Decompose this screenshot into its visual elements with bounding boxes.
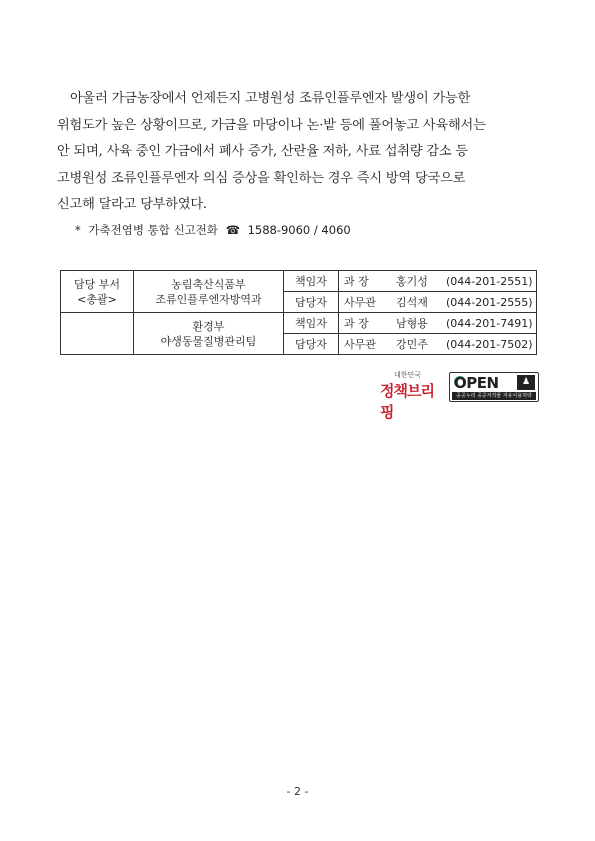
- person-name: 남형용: [396, 317, 428, 330]
- org-name: 농림축산식품부: [171, 277, 246, 291]
- org-cell: [134, 271, 284, 313]
- role-cell: 담당자: [284, 292, 339, 313]
- role-cell: 책임자: [284, 313, 339, 334]
- person-position: 사무관: [344, 338, 376, 351]
- open-label: OPEN: [454, 374, 499, 392]
- attribution-icon: ♟: [517, 375, 535, 390]
- person-position: 과 장: [344, 275, 369, 288]
- note-text: 가축전염병 통합 신고전화: [88, 223, 218, 237]
- dept-header-sub: <총괄>: [77, 292, 117, 306]
- briefing-logo-text: 정책브리핑: [380, 382, 434, 421]
- body-paragraph: [57, 86, 544, 219]
- org-name: 환경부: [192, 319, 225, 333]
- paragraph-line: 신고해 달라고 당부하였다.: [57, 197, 207, 212]
- briefing-logo-small: 대한민국: [394, 371, 422, 379]
- report-hotline-note: [75, 222, 355, 238]
- role-cell: 담당자: [284, 334, 339, 355]
- person-position: 사무관: [344, 296, 376, 309]
- person-cell: [339, 334, 537, 355]
- org-cell: [134, 313, 284, 355]
- person-name: 강민주: [396, 338, 428, 351]
- page-number: - 2 -: [286, 785, 309, 798]
- paragraph-line: 고병원성 조류인플루엔자 의심 증상을 확인하는 경우 즉시 방역 당국으로: [57, 170, 466, 186]
- person-cell: [339, 313, 537, 334]
- footer-logos: [380, 368, 538, 421]
- paragraph-line: 안 되며, 사육 중인 가금에서 폐사 증가, 산란율 저하, 사료 섭취량 감소 등: [57, 144, 468, 159]
- paragraph-line: 아울러 가금농장에서 언제든지 고병원성 조류인플루엔자 발생이 가능한: [70, 91, 471, 106]
- person-name: 김석재: [396, 296, 428, 309]
- person-cell: [339, 271, 537, 292]
- person-phone: (044-201-7491): [446, 317, 533, 330]
- note-asterisk: *: [75, 223, 81, 237]
- note-numbers: 1588-9060 / 4060: [247, 223, 351, 237]
- person-phone: (044-201-2551): [446, 275, 533, 288]
- org-division: 야생동물질병관리팀: [160, 334, 257, 348]
- paragraph-line: 위험도가 높은 상황이므로, 가금을 마당이나 논·밭 등에 풀어놓고 사육해서는: [57, 117, 486, 133]
- person-position: 과 장: [344, 317, 369, 330]
- dept-empty-cell: [61, 313, 134, 355]
- person-name: 홍기성: [396, 275, 428, 288]
- policy-briefing-logo: [380, 370, 444, 421]
- dept-header-label: 담당 부서: [73, 277, 120, 291]
- person-phone: (044-201-2555): [446, 296, 533, 309]
- person-phone: (044-201-7502): [446, 338, 533, 351]
- person-cell: [339, 292, 537, 313]
- dept-header-cell: [61, 271, 134, 313]
- open-license-logo: [449, 372, 539, 402]
- role-cell: 책임자: [284, 271, 339, 292]
- phone-icon: ☎: [225, 223, 240, 237]
- open-sub-label: 공공누리 공공저작물 자유이용허락: [452, 392, 536, 400]
- contact-table: [60, 270, 537, 355]
- org-division: 조류인플루엔자방역과: [155, 292, 262, 306]
